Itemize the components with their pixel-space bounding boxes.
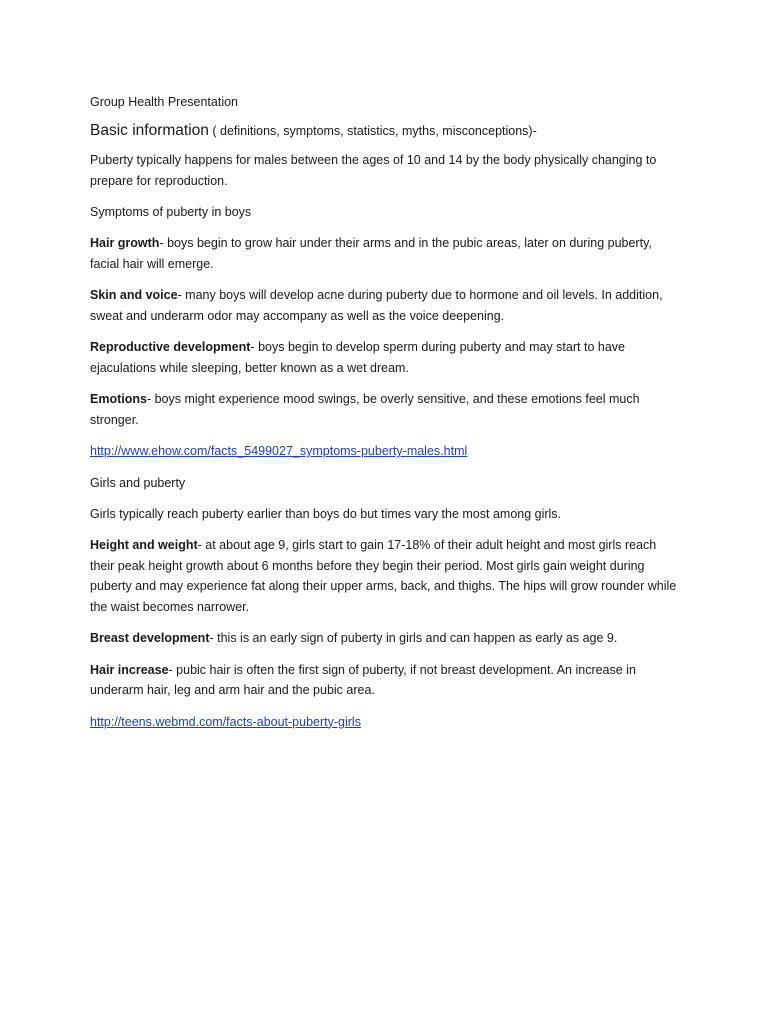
girls-source-paragraph [90,712,680,733]
boys-item-term: Emotions [90,392,147,406]
document-body [90,92,680,743]
basic-information-line [90,120,680,142]
intro-paragraph: Puberty typically happens for males between the ages of 10 and 14 by the body physically changing to prepare for reproduction. [90,153,657,188]
boys-item-term: Hair growth [90,236,160,250]
girls-item-height-and-weight [90,535,680,617]
girls-intro-paragraph: Girls typically reach puberty earlier than boys do but times vary the most among girls. [90,506,562,521]
boys-item-skin-and-voice [90,285,680,326]
girls-source-link[interactable]: http://teens.webmd.com/facts-about-puberty-girls [90,714,361,729]
boys-item-term: Skin and voice [90,288,178,302]
boys-item-term: Reproductive development [90,340,251,354]
basic-information-note: ( definitions, symptoms, statistics, myths, misconceptions)- [208,124,537,138]
girls-item-term: Height and weight [90,538,198,552]
boys-item-text: - boys might experience mood swings, be overly sensitive, and these emotions feel much stronger. [90,392,640,427]
girls-item-text: - pubic hair is often the first sign of puberty, if not breast development. An increase in underarm hair, leg and arm hair and the pubic area. [90,662,636,697]
girls-item-breast-development [90,628,680,649]
girls-item-hair-increase [90,660,680,701]
boys-item-text: - boys begin to develop sperm during puberty and may start to have ejaculations while sleeping, better known as a wet dream. [90,340,625,375]
girls-item-text: - at about age 9, girls start to gain 17-18% of their adult height and most girls reach their peak height growth about 6 months before they begin their period. Most girls gain weight during puberty and may experience fat along their upper arms, back, and thighs. The hips will grow rounder while the waist becomes narrower. [90,538,677,614]
girls-section-heading: Girls and puberty [90,475,186,490]
girls-item-text: - this is an early sign of puberty in girls and can happen as early as age 9. [209,631,618,645]
boys-item-emotions [90,389,680,430]
boys-item-reproductive-development [90,337,680,378]
boys-item-text: - many boys will develop acne during puberty due to hormone and oil levels. In addition, sweat and underarm odor may accompany as well as the voice deepening. [90,288,663,323]
boys-section-heading: Symptoms of puberty in boys [90,205,252,219]
document-title: Group Health Presentation [90,95,239,109]
boys-source-link[interactable]: http://www.ehow.com/facts_5499027_symptoms-puberty-males.html [90,444,468,458]
basic-information-heading: Basic information [90,122,209,139]
boys-source-paragraph [90,441,680,462]
boys-item-hair-growth [90,233,680,274]
girls-item-term: Hair increase [90,662,169,677]
boys-item-text: - boys begin to grow hair under their arms and in the pubic areas, later on during puberty, facial hair will emerge. [90,236,652,271]
girls-item-term: Breast development [90,631,210,645]
